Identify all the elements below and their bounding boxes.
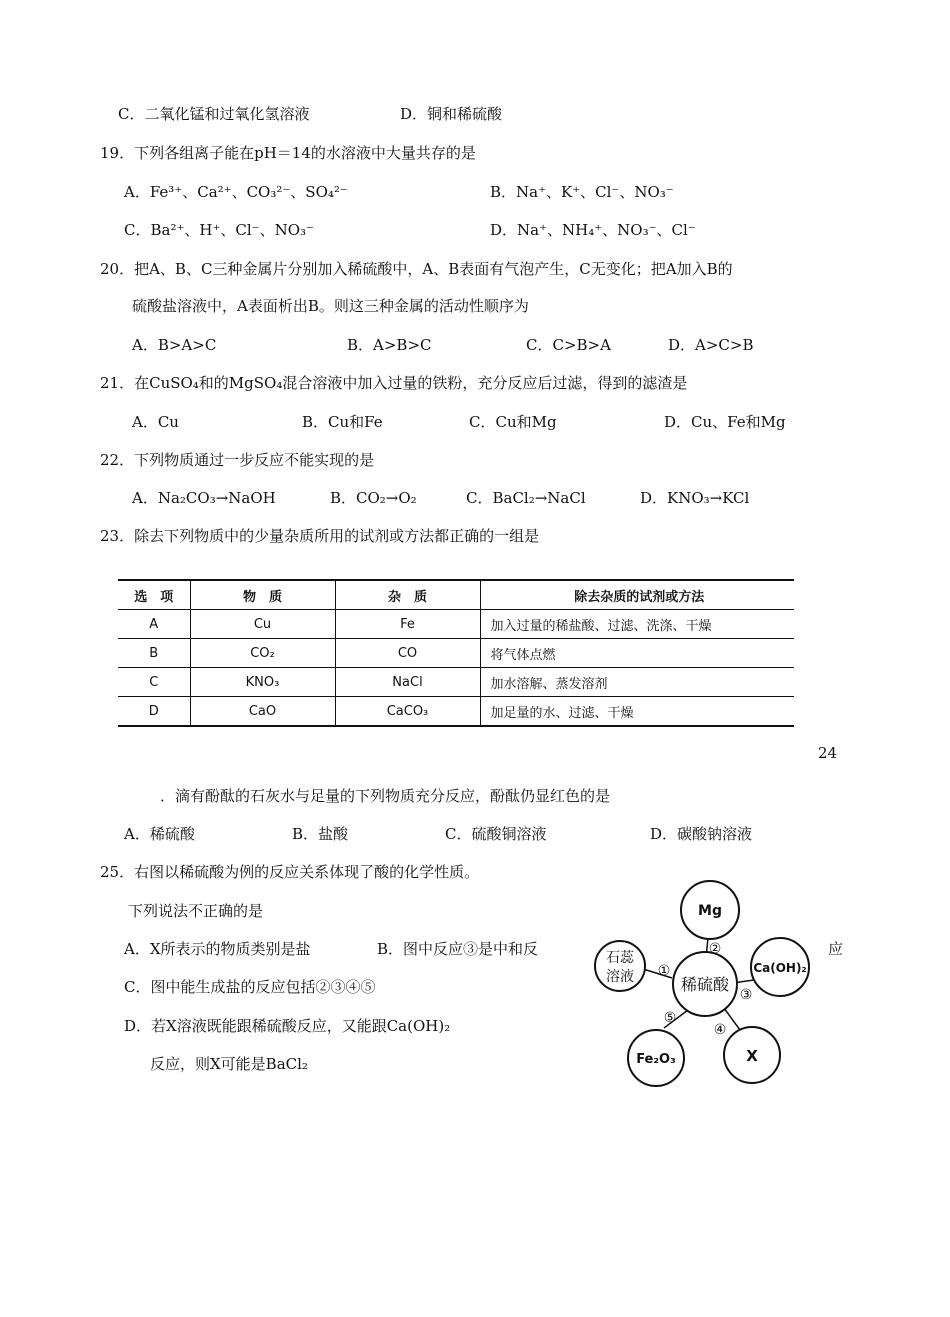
q18-option-c: C．二氧化锰和过氧化氢溶液 [118, 105, 310, 123]
cell-impurity: CO [335, 639, 480, 668]
q21-option-d: D．Cu、Fe和Mg [664, 413, 786, 431]
cell-method: 加足量的水、过滤、干燥 [480, 697, 794, 727]
table-header-row [118, 580, 794, 610]
q20-option-c: C．C>B>A [526, 336, 611, 354]
q25-option-b: B．图中反应③是中和反 [377, 940, 539, 958]
q22-option-c: C．BaCl₂→NaCl [466, 489, 586, 507]
table-row [118, 697, 794, 727]
q19-option-d: D．Na⁺、NH₄⁺、NO₃⁻、Cl⁻ [490, 221, 696, 239]
q21-stem: 21．在CuSO₄和的MgSO₄混合溶液中加入过量的铁粉，充分反应后过滤，得到的滤渣是 [100, 374, 688, 392]
q21-option-b: B．Cu和Fe [302, 413, 383, 431]
q22-option-d: D．KNO₃→KCl [640, 489, 750, 507]
edge-bottom-right [724, 1008, 740, 1030]
q21-option-c: C．Cu和Mg [469, 413, 557, 431]
header-method: 除去杂质的试剂或方法 [480, 580, 794, 610]
edge-label-3: ③ [739, 987, 753, 1003]
cell-substance: CO₂ [190, 639, 335, 668]
q18-option-d: D．铜和稀硫酸 [400, 105, 503, 123]
q20-stem-line1: 20．把A、B、C三种金属片分别加入稀硫酸中，A、B表面有气泡产生，C无变化；把A加入B的 [100, 260, 733, 278]
cell-method: 加水溶解、蒸发溶剂 [480, 668, 794, 697]
cell-substance: Cu [190, 610, 335, 639]
q25-option-a: A．X所表示的物质类别是盐 [124, 940, 311, 958]
cell-option: A [149, 616, 159, 632]
node-caoh2-label: Ca(OH)₂ [753, 961, 807, 975]
node-litmus-label-2: 溶液 [606, 969, 634, 985]
q24-option-b: B．盐酸 [292, 825, 349, 843]
cell-option: B [149, 645, 159, 661]
cell-substance: CaO [190, 697, 335, 727]
q20-stem-line2: 硫酸盐溶液中，A表面析出B。则这三种金属的活动性顺序为 [132, 297, 529, 315]
q24-stem: ．滴有酚酞的石灰水与足量的下列物质充分反应，酚酞仍显红色的是 [160, 787, 611, 805]
q20-option-a: A．B>A>C [132, 336, 217, 354]
q19-option-b: B．Na⁺、K⁺、Cl⁻、NO₃⁻ [490, 183, 674, 201]
q24-option-a: A．稀硫酸 [124, 825, 195, 843]
node-center-label: 稀硫酸 [680, 975, 730, 994]
q20-option-b: B．A>B>C [347, 336, 432, 354]
edge-label-4: ④ [713, 1022, 727, 1038]
node-fe2o3-label: Fe₂O₃ [636, 1052, 676, 1067]
q25-stem: 25．右图以稀硫酸为例的反应关系体现了酸的化学性质。 [100, 863, 480, 881]
table-row [118, 668, 794, 697]
header-substance: 物 质 [190, 580, 335, 610]
cell-option: C [149, 674, 159, 690]
q24-number: 24 [818, 744, 838, 762]
header-impurity: 杂 质 [335, 580, 480, 610]
table-row [118, 610, 794, 639]
node-mg-label: Mg [698, 903, 722, 919]
q22-option-a: A．Na₂CO₃→NaOH [132, 489, 276, 507]
q20-option-d: D．A>C>B [668, 336, 754, 354]
q25-option-c: C．图中能生成盐的反应包括②③④⑤ [124, 978, 376, 996]
q22-stem: 22．下列物质通过一步反应不能实现的是 [100, 451, 375, 469]
q19-option-c: C．Ba²⁺、H⁺、Cl⁻、NO₃⁻ [124, 221, 314, 239]
edge-label-1: ① [657, 963, 671, 979]
node-x-label: X [746, 1047, 758, 1065]
cell-method: 将气体点燃 [480, 639, 794, 668]
cell-impurity: NaCl [335, 668, 480, 697]
q25-option-b-end: 应 [828, 940, 844, 958]
edge-label-2: ② [708, 941, 722, 957]
cell-impurity: Fe [335, 610, 480, 639]
cell-option: D [148, 703, 159, 719]
cell-impurity: CaCO₃ [335, 697, 480, 727]
q25-option-d-line2: 反应，则X可能是BaCl₂ [150, 1055, 308, 1073]
q25-reaction-diagram [580, 872, 820, 1094]
q25-option-d-line1: D．若X溶液既能跟稀硫酸反应，又能跟Ca(OH)₂ [124, 1017, 451, 1035]
q22-option-b: B．CO₂→O₂ [330, 489, 417, 507]
q25-line2: 下列说法不正确的是 [128, 902, 264, 920]
cell-method: 加入过量的稀盐酸、过滤、洗涤、干燥 [480, 610, 794, 639]
edge-label-5: ⑤ [663, 1010, 677, 1026]
q23-stem: 23．除去下列物质中的少量杂质所用的试剂或方法都正确的一组是 [100, 527, 540, 545]
q23-table [118, 579, 794, 727]
node-litmus-label-1: 石蕊 [606, 950, 634, 966]
table-row [118, 639, 794, 668]
q24-option-c: C．硫酸铜溶液 [445, 825, 547, 843]
q19-option-a: A．Fe³⁺、Ca²⁺、CO₃²⁻、SO₄²⁻ [124, 183, 348, 201]
q24-option-d: D．碳酸钠溶液 [650, 825, 753, 843]
header-option: 选 项 [134, 589, 174, 605]
cell-substance: KNO₃ [190, 668, 335, 697]
q19-stem: 19．下列各组离子能在pH＝14的水溶液中大量共存的是 [100, 144, 476, 162]
q21-option-a: A．Cu [132, 413, 179, 431]
